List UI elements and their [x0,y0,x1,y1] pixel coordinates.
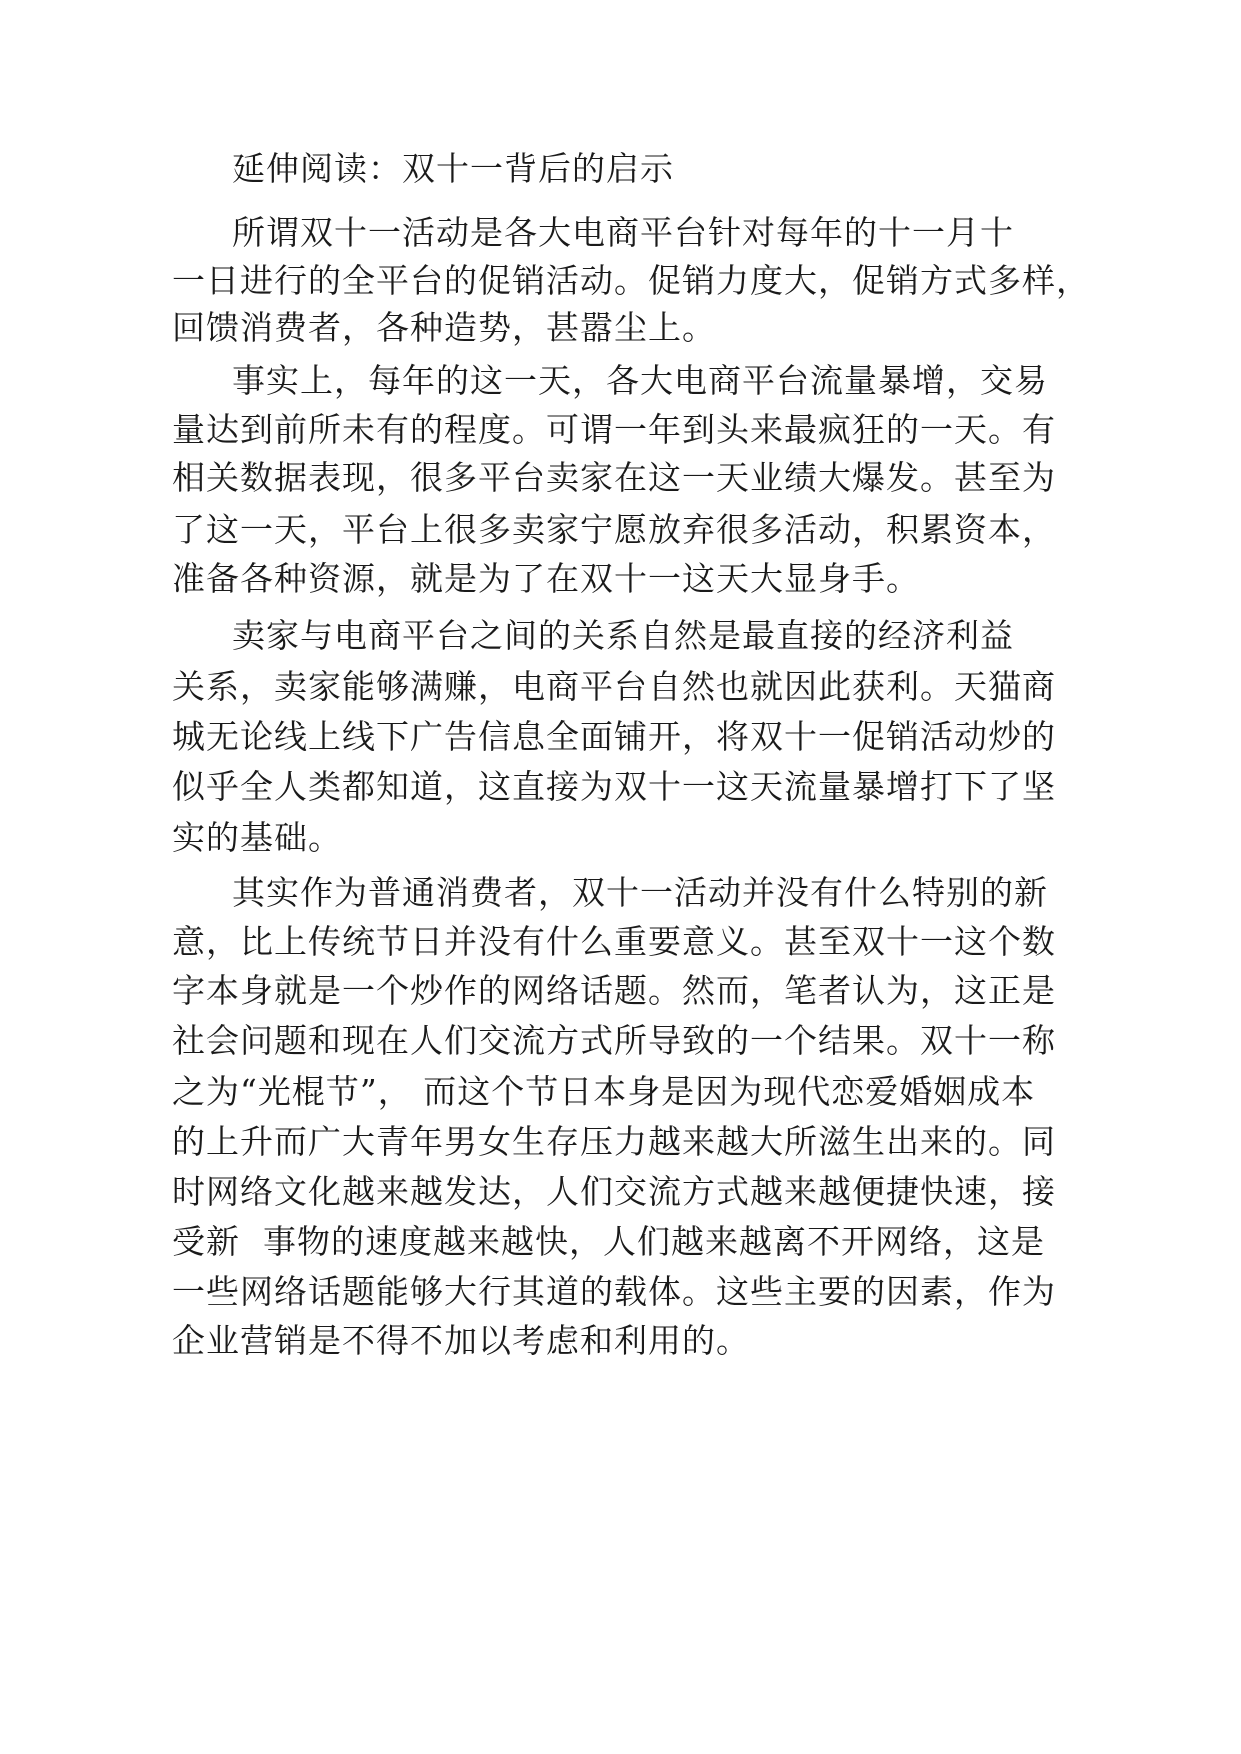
paragraph-line: 所谓双十一活动是各大电商平台针对每年的十一月十 [232,213,1014,252]
paragraph-line: 似乎全人类都知道，这直接为双十一这天流量暴增打下了坚 [172,767,1056,806]
paragraph-line: 字本身就是一个炒作的网络话题。然而，笔者认为，这正是 [172,971,1056,1010]
paragraph-line: 相关数据表现，很多平台卖家在这一天业绩大爆发。甚至为 [172,458,1056,497]
paragraph-line: 关系，卖家能够满赚，电商平台自然也就因此获利。天猫商 [172,667,1056,706]
paragraph-line: 企业营销是不得不加以考虑和利用的。 [172,1321,750,1360]
paragraph-line: 准备各种资源，就是为了在双十一这天大显身手。 [172,559,920,598]
paragraph-line: 一些网络话题能够大行其道的载体。这些主要的因素，作为 [172,1272,1056,1311]
paragraph-line: 了这一天，平台上很多卖家宁愿放弃很多活动，积累资本， [172,510,1056,549]
paragraph-line: 量达到前所未有的程度。可谓一年到头来最疯狂的一天。有 [172,410,1056,449]
paragraph-line: 其实作为普通消费者，双十一活动并没有什么特别的新 [232,873,1048,912]
paragraph-line: 回馈消费者，各种造势，甚嚣尘上。 [172,308,716,347]
paragraph-line: 一日进行的全平台的促销活动。促销力度大，促销方式多样， [172,261,1090,300]
paragraph-line: 意，比上传统节日并没有什么重要意义。甚至双十一这个数 [172,922,1056,961]
paragraph-line: 卖家与电商平台之间的关系自然是最直接的经济利益 [232,616,1014,655]
paragraph-line: 的上升而广大青年男女生存压力越来越大所滋生出来的。同 [172,1122,1056,1161]
paragraph-line: 事实上，每年的这一天，各大电商平台流量暴增，交易 [232,361,1048,400]
heading-line: 延伸阅读：双十一背后的启示 [232,149,674,188]
paragraph-line: 社会问题和现在人们交流方式所导致的一个结果。双十一称 [172,1021,1056,1060]
paragraph-line: 时网络文化越来越发达，人们交流方式越来越便捷快速，接 [172,1172,1056,1211]
paragraph-line: 受新 事物的速度越来越快，人们越来越离不开网络，这是 [172,1222,1045,1261]
paragraph-line: 之为“光棍节”， 而这个节日本身是因为现代恋爱婚姻成本 [172,1072,1036,1111]
paragraph-line: 实的基础。 [172,818,342,857]
paragraph-line: 城无论线上线下广告信息全面铺开，将双十一促销活动炒的 [172,717,1056,756]
